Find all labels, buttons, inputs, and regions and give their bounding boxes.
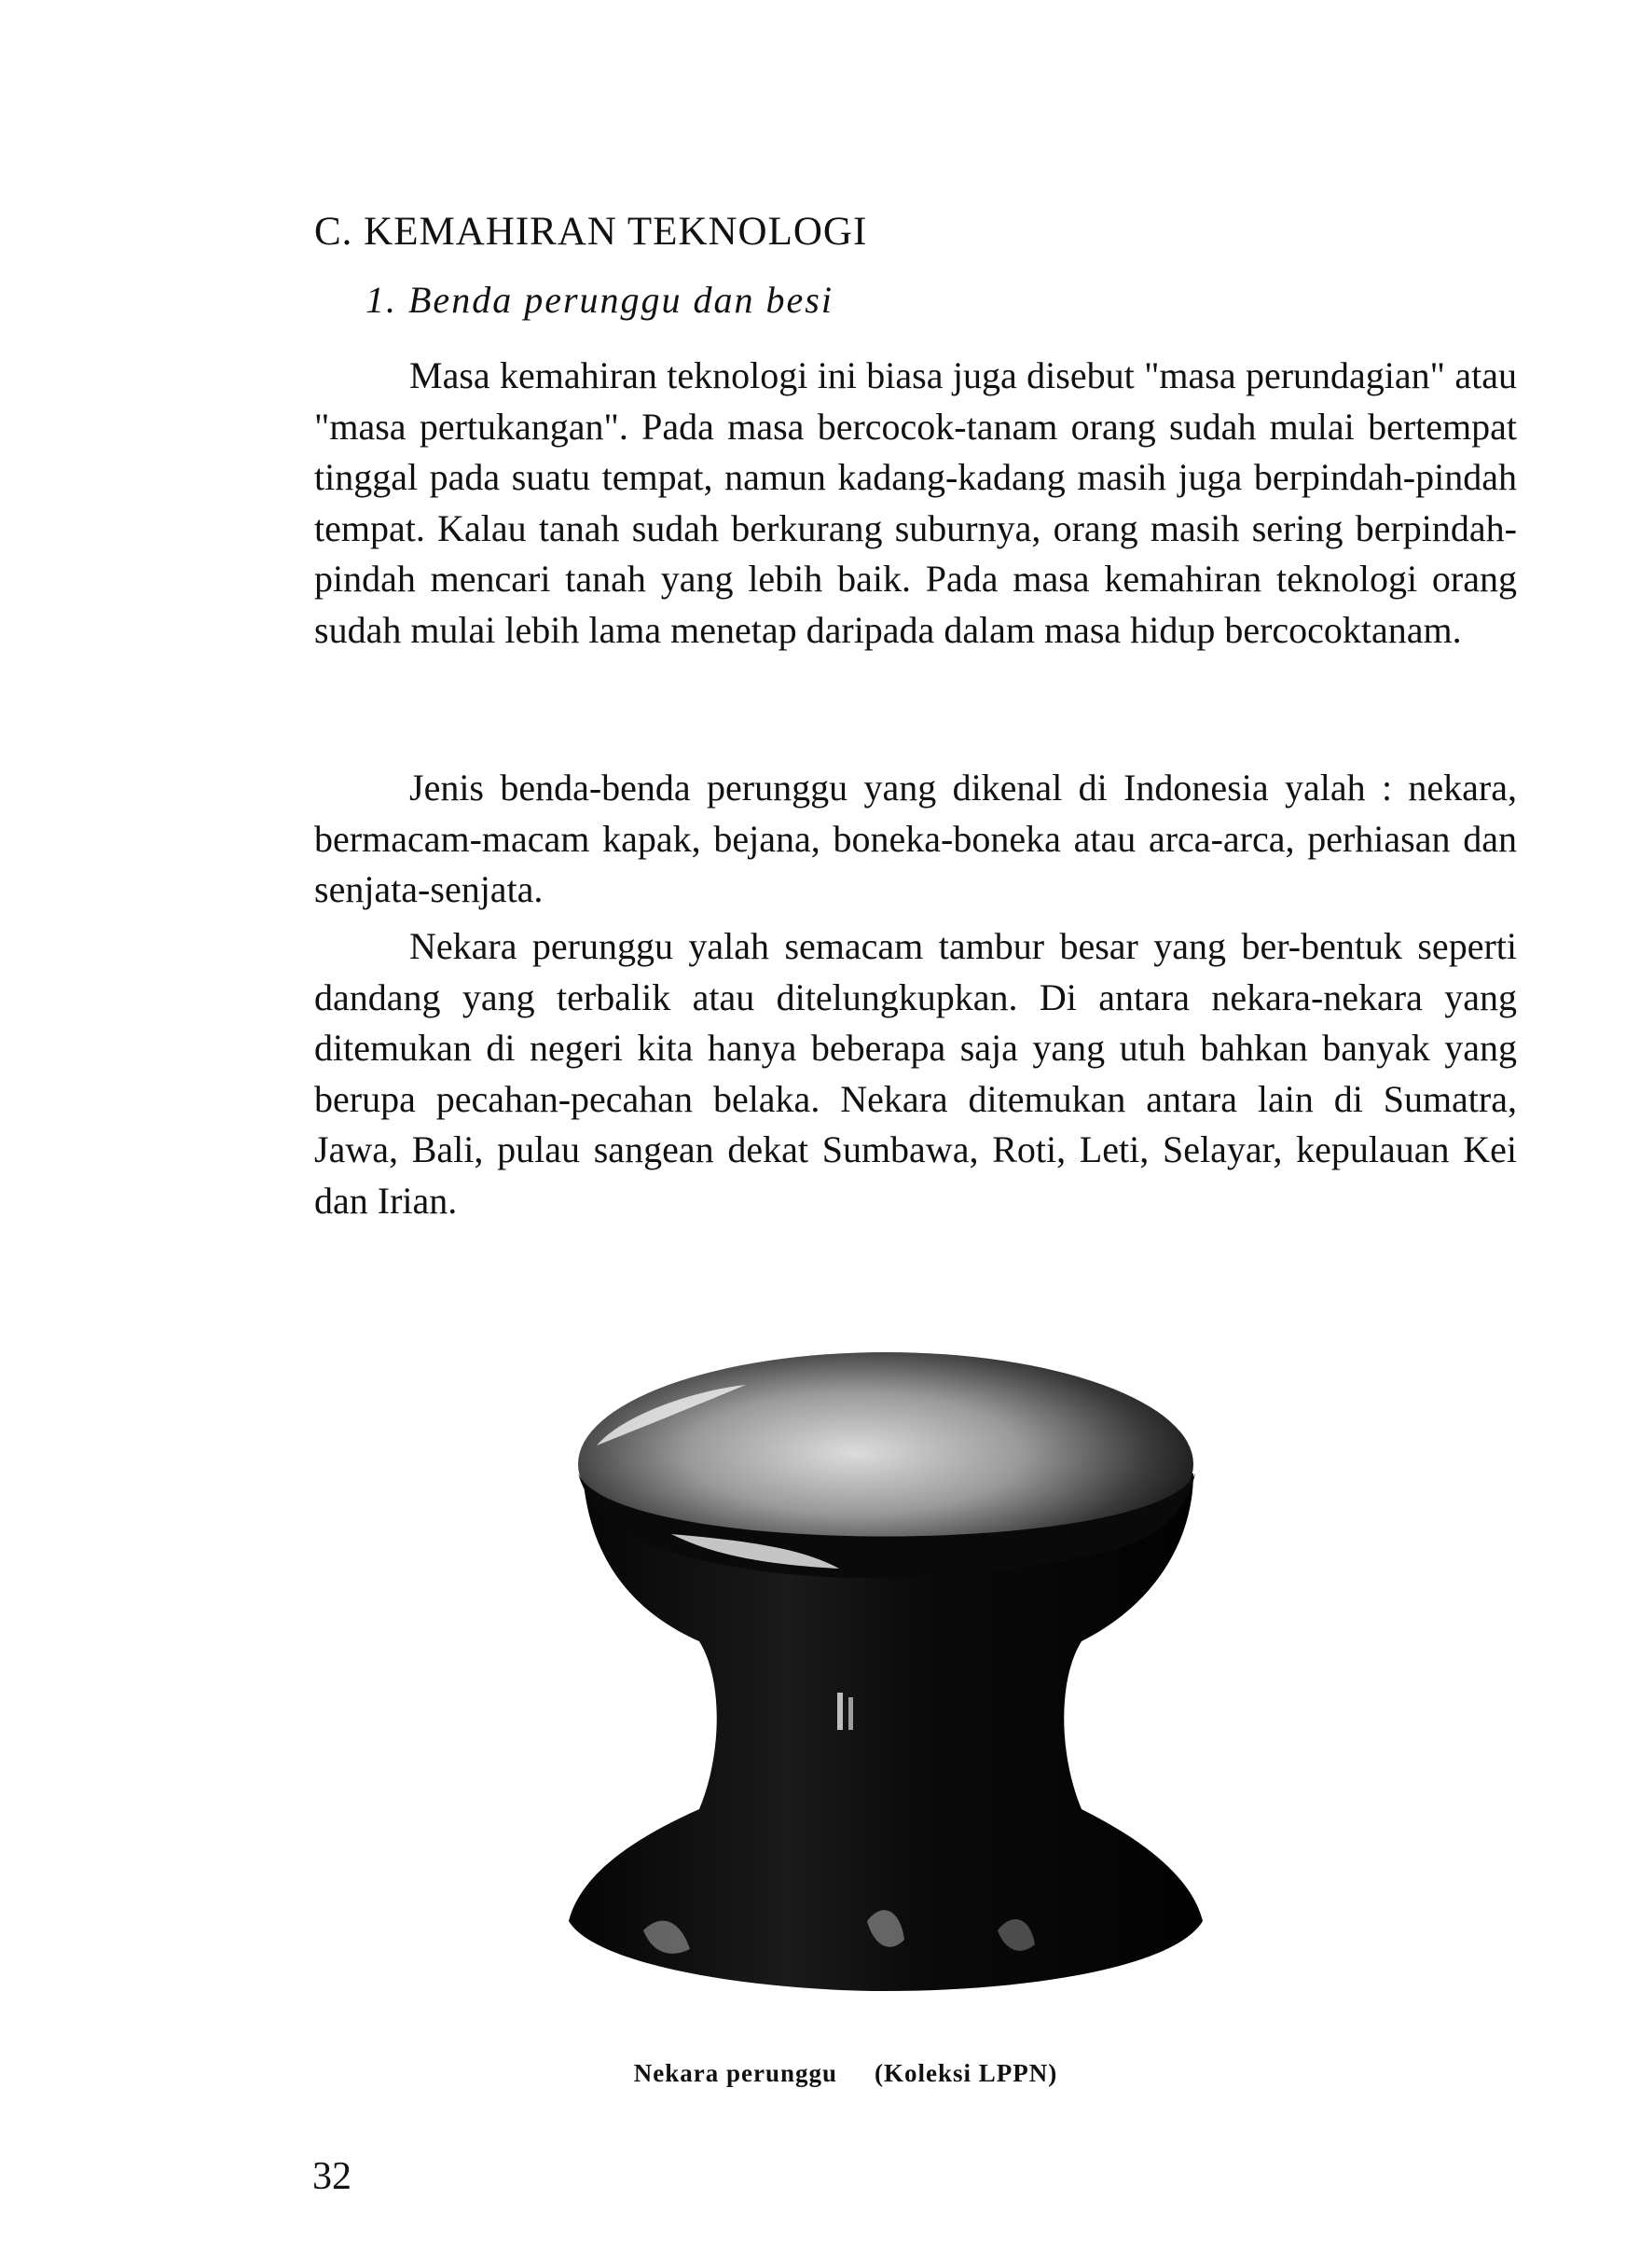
paragraph-3	[314, 921, 1517, 1226]
page-number: 32	[312, 2155, 351, 2198]
paragraph-1	[314, 351, 1517, 656]
bronze-drum-photo	[559, 1324, 1231, 2014]
paragraph-1-text: Masa kemahiran teknologi ini biasa juga disebut "masa perundagian" atau "masa pertukangan". Pada masa bercocok-tanam orang sudah mulai bertempat tinggal pada suatu tempat, namun kadang-kadang masih juga berpindah-pindah tempat. Kalau tanah sudah berkurang suburnya, orang masih sering berpindah-pindah mencari tanah yang lebih baik. Pada masa kemahiran teknologi orang sudah mulai lebih lama menetap daripada dalam masa hidup bercocoktanam.	[314, 354, 1517, 651]
paragraph-2-text: Jenis benda-benda perunggu yang dikenal di Indonesia yalah : nekara, bermacam-macam kapak, bejana, boneka-boneka atau arca-arca, perhiasan dan senjata-senjata.	[314, 767, 1517, 910]
drum-handle	[837, 1693, 843, 1730]
caption-source: (Koleksi LPPN)	[875, 2059, 1058, 2087]
sub-heading: 1. Benda perunggu dan besi	[365, 279, 834, 321]
paragraph-3-text: Nekara perunggu yalah semacam tambur besar yang ber-bentuk seperti dandang yang terbalik atau ditelungkupkan. Di antara nekara-nekara yang ditemukan di negeri kita hanya beberapa saja yang utuh bahkan banyak yang berupa pecahan-pecahan belaka. Nekara ditemukan antara lain di Sumatra, Jawa, Bali, pulau sangean dekat Sumbawa, Roti, Leti, Selayar, kepulauan Kei dan Irian.	[314, 925, 1517, 1222]
caption-title: Nekara perunggu	[633, 2059, 837, 2087]
bronze-drum-illustration	[559, 1324, 1231, 2014]
section-heading: C. KEMAHIRAN TEKNOLOGI	[314, 210, 868, 254]
drum-handle	[848, 1697, 853, 1730]
figure-caption	[0, 2059, 1626, 2088]
paragraph-2	[314, 763, 1517, 916]
